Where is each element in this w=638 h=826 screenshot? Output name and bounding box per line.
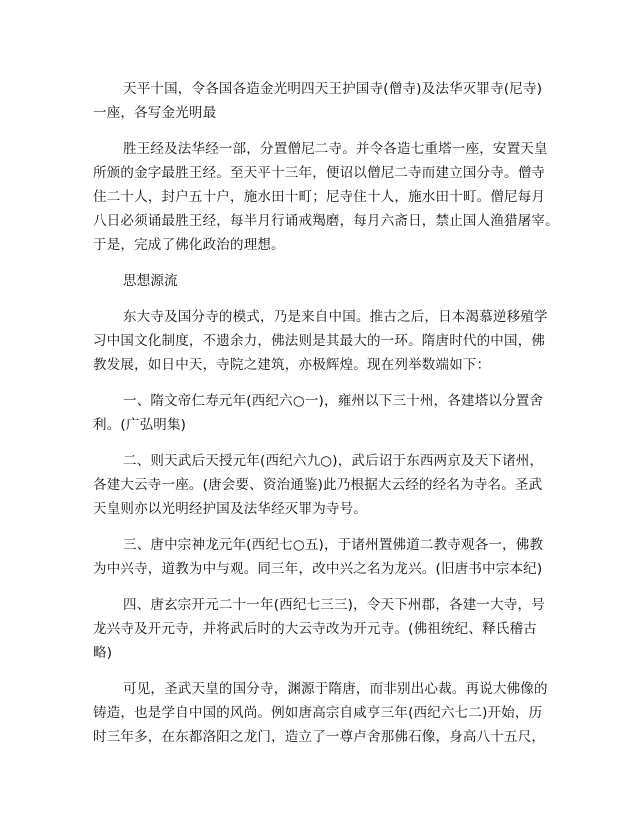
text-line: 天平十国，令各国各造金光明四天王护国寺(僧寺)及法华灭罪寺(尼寺) [123, 81, 543, 97]
list-item-line: 天皇则亦以光明经护国及法华经灭罪为寺号。 [93, 501, 367, 517]
text-line: 铸造，也是学自中国的风尚。例如唐高宗自咸亨三年(西纪六七二)开始，历 [93, 705, 543, 721]
list-item-line: 三、唐中宗神龙元年(西纪七○五)，于诸州置佛道二教寺观各一，佛教 [123, 537, 544, 553]
text-line: 所颁的金字最胜王经。至天平十三年，便诏以僧尼二寺而建立国分寺。僧寺 [93, 165, 546, 181]
list-item-line: 为中兴寺，道教为中与观。同三年，改中兴之名为龙兴。(旧唐书中宗本纪) [93, 561, 543, 577]
text-line: 于是，完成了佛化政治的理想。 [93, 237, 285, 253]
list-item-line: 龙兴寺及开元寺，并将武后时的大云寺改为开元寺。(佛祖统纪、释氏稽古 [93, 621, 537, 637]
text-line: 时三年多，在东都洛阳之龙门，造立了一尊卢舍那佛石像，身高八十五尺， [93, 729, 546, 745]
list-item-line: 一、隋文帝仁寿元年(西纪六○一)，雍州以下三十州，各建塔以分置舍 [123, 393, 544, 409]
text-line: 胜王经及法华经一部，分置僧尼二寺。并令各造七重塔一座，安置天皇 [123, 141, 548, 157]
text-line: 教发展，如日中天，寺院之建筑，亦极辉煌。现在列举数端如下： [93, 357, 491, 373]
list-item-line: 各建大云寺一座。(唐会要、资治通鉴)此乃根据大云经的经名为寺名。圣武 [93, 477, 543, 493]
list-item-line: 利。(广弘明集) [93, 417, 187, 433]
list-item-line: 四、唐玄宗开元二十一年(西纪七三三)，令天下州郡，各建一大寺，号 [123, 597, 545, 613]
list-item-line: 二、则天武后天授元年(西纪六九○)，武后诏于东西两京及天下诸州， [123, 453, 544, 469]
text-line: 住二十人，封户五十户，施水田十町；尼寺住十人，施水田十町。僧尼每月 [93, 189, 546, 205]
text-line: 东大寺及国分寺的模式，乃是来自中国。推古之后，日本渴慕逆移殖学 [123, 309, 548, 325]
text-line: 习中国文化制度，不遗余力，佛法则是其最大的一环。隋唐时代的中国，佛 [93, 333, 546, 349]
text-line: 可见，圣武天皇的国分寺，渊源于隋唐，而非别出心裁。再说大佛像的 [123, 681, 548, 697]
text-line: 八日必须诵最胜王经，每半月行诵戒羯磨，每月六斋日，禁止国人渔猎屠宰。 [93, 213, 559, 229]
text-line: 一座，各写金光明最 [93, 105, 217, 121]
list-item-line: 略) [93, 645, 113, 661]
section-heading: 思想源流 [123, 273, 178, 289]
